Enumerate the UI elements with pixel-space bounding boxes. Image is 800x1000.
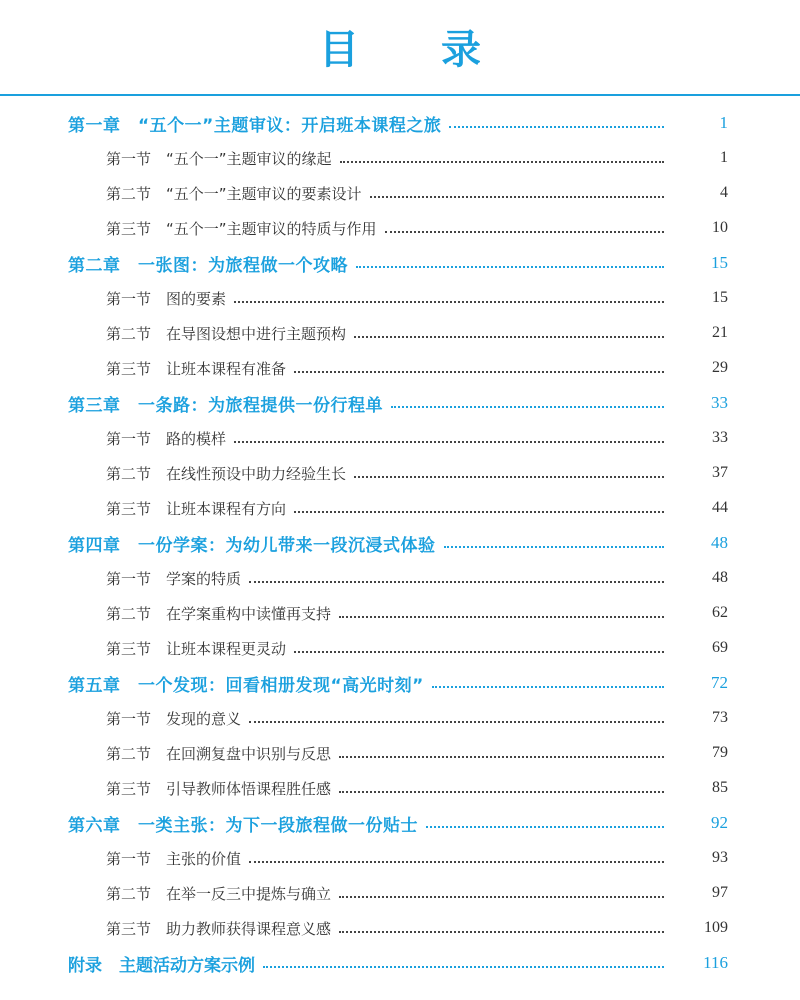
page-number: 93 [712, 849, 728, 866]
page-number: 1 [720, 149, 728, 166]
entry-label: 第三节 助力教师获得课程意义感 [106, 919, 332, 938]
entry-label: 第一节 “五个一”主题审议的缘起 [106, 149, 332, 168]
toc-chapter-entry[interactable] [0, 388, 800, 418]
title-divider [0, 94, 800, 96]
toc-section-entry[interactable] [0, 878, 800, 908]
toc-section-entry[interactable] [0, 843, 800, 873]
toc-section-entry[interactable] [0, 283, 800, 313]
entry-label: 第六章 一类主张：为下一段旅程做一份贴士 [68, 815, 418, 836]
dotted-leader [354, 336, 664, 338]
page-number: 72 [711, 673, 728, 692]
page-number: 33 [711, 393, 728, 412]
toc-title: 目 录 [319, 27, 515, 73]
entry-label: 第一节 路的模样 [106, 429, 227, 448]
entry-label: 第一章 “五个一”主题审议：开启班本课程之旅 [68, 115, 442, 136]
page-number: 116 [703, 953, 728, 972]
page-number: 21 [712, 324, 728, 341]
page-number: 73 [712, 709, 728, 726]
entry-label: 附录 主题活动方案示例 [68, 955, 255, 976]
page-number: 15 [711, 253, 728, 272]
toc-section-entry[interactable] [0, 458, 800, 488]
page-number: 109 [704, 919, 728, 936]
entry-label: 第三节 让班本课程有准备 [106, 359, 287, 378]
dotted-leader [356, 266, 664, 268]
dotted-leader [391, 406, 664, 408]
toc-chapter-entry[interactable] [0, 248, 800, 278]
page-number: 79 [712, 744, 728, 761]
entry-label: 第三节 让班本课程有方向 [106, 499, 287, 518]
page-number: 97 [712, 884, 728, 901]
dotted-leader [444, 546, 665, 548]
dotted-leader [340, 161, 664, 163]
dotted-leader [294, 511, 664, 513]
dotted-leader [426, 826, 664, 828]
entry-label: 第二节 “五个一”主题审议的要素设计 [106, 184, 362, 203]
entry-label: 第一节 图的要素 [106, 289, 227, 308]
toc-appendix-entry[interactable] [0, 948, 800, 978]
entry-label: 第四章 一份学案：为幼儿带来一段沉浸式体验 [68, 535, 436, 556]
toc-chapter-entry[interactable] [0, 528, 800, 558]
dotted-leader [354, 476, 664, 478]
toc-chapter-entry[interactable] [0, 808, 800, 838]
toc-section-entry[interactable] [0, 353, 800, 383]
page-number: 62 [712, 604, 728, 621]
entry-label: 第二节 在举一反三中提炼与确立 [106, 884, 332, 903]
entry-label: 第二节 在线性预设中助力经验生长 [106, 464, 347, 483]
page-number: 15 [712, 289, 728, 306]
entry-label: 第二节 在导图设想中进行主题预构 [106, 324, 347, 343]
entry-label: 第五章 一个发现：回看相册发现“高光时刻” [68, 675, 424, 696]
entry-label: 第三章 一条路：为旅程提供一份行程单 [68, 395, 383, 416]
toc-section-entry[interactable] [0, 913, 800, 943]
dotted-leader [339, 616, 664, 618]
dotted-leader [339, 791, 664, 793]
page-number: 33 [712, 429, 728, 446]
toc-section-entry[interactable] [0, 598, 800, 628]
dotted-leader [339, 756, 664, 758]
toc-section-entry[interactable] [0, 423, 800, 453]
dotted-leader [385, 231, 664, 233]
page-number: 1 [719, 113, 728, 132]
toc-chapter-entry[interactable] [0, 108, 800, 138]
page-number: 69 [712, 639, 728, 656]
dotted-leader [234, 441, 664, 443]
dotted-leader [339, 931, 664, 933]
dotted-leader [339, 896, 664, 898]
toc-section-entry[interactable] [0, 143, 800, 173]
toc-section-entry[interactable] [0, 633, 800, 663]
toc-section-entry[interactable] [0, 703, 800, 733]
dotted-leader [294, 371, 664, 373]
entry-label: 第三节 让班本课程更灵动 [106, 639, 287, 658]
page-number: 48 [711, 533, 728, 552]
page-number: 29 [712, 359, 728, 376]
page-number: 37 [712, 464, 728, 481]
dotted-leader [249, 581, 664, 583]
page-number: 44 [712, 499, 728, 516]
dotted-leader [249, 861, 664, 863]
dotted-leader [370, 196, 664, 198]
entry-label: 第一节 发现的意义 [106, 709, 242, 728]
page-number: 4 [720, 184, 728, 201]
page-number: 85 [712, 779, 728, 796]
toc-section-entry[interactable] [0, 318, 800, 348]
entry-label: 第二节 在回溯复盘中识别与反思 [106, 744, 332, 763]
toc-section-entry[interactable] [0, 773, 800, 803]
dotted-leader [249, 721, 664, 723]
entry-label: 第二节 在学案重构中读懂再支持 [106, 604, 332, 623]
toc-section-entry[interactable] [0, 563, 800, 593]
toc-section-entry[interactable] [0, 493, 800, 523]
toc-section-entry[interactable] [0, 738, 800, 768]
entry-label: 第一节 主张的价值 [106, 849, 242, 868]
dotted-leader [432, 686, 664, 688]
entry-label: 第三节 引导教师体悟课程胜任感 [106, 779, 332, 798]
toc-section-entry[interactable] [0, 213, 800, 243]
dotted-leader [449, 126, 664, 128]
dotted-leader [263, 966, 664, 968]
entry-label: 第三节 “五个一”主题审议的特质与作用 [106, 219, 377, 238]
page-number: 48 [712, 569, 728, 586]
toc-section-entry[interactable] [0, 178, 800, 208]
page-number: 10 [712, 219, 728, 236]
entry-label: 第二章 一张图：为旅程做一个攻略 [68, 255, 348, 276]
toc-chapter-entry[interactable] [0, 668, 800, 698]
dotted-leader [234, 301, 664, 303]
dotted-leader [294, 651, 664, 653]
entry-label: 第一节 学案的特质 [106, 569, 242, 588]
page-number: 92 [711, 813, 728, 832]
